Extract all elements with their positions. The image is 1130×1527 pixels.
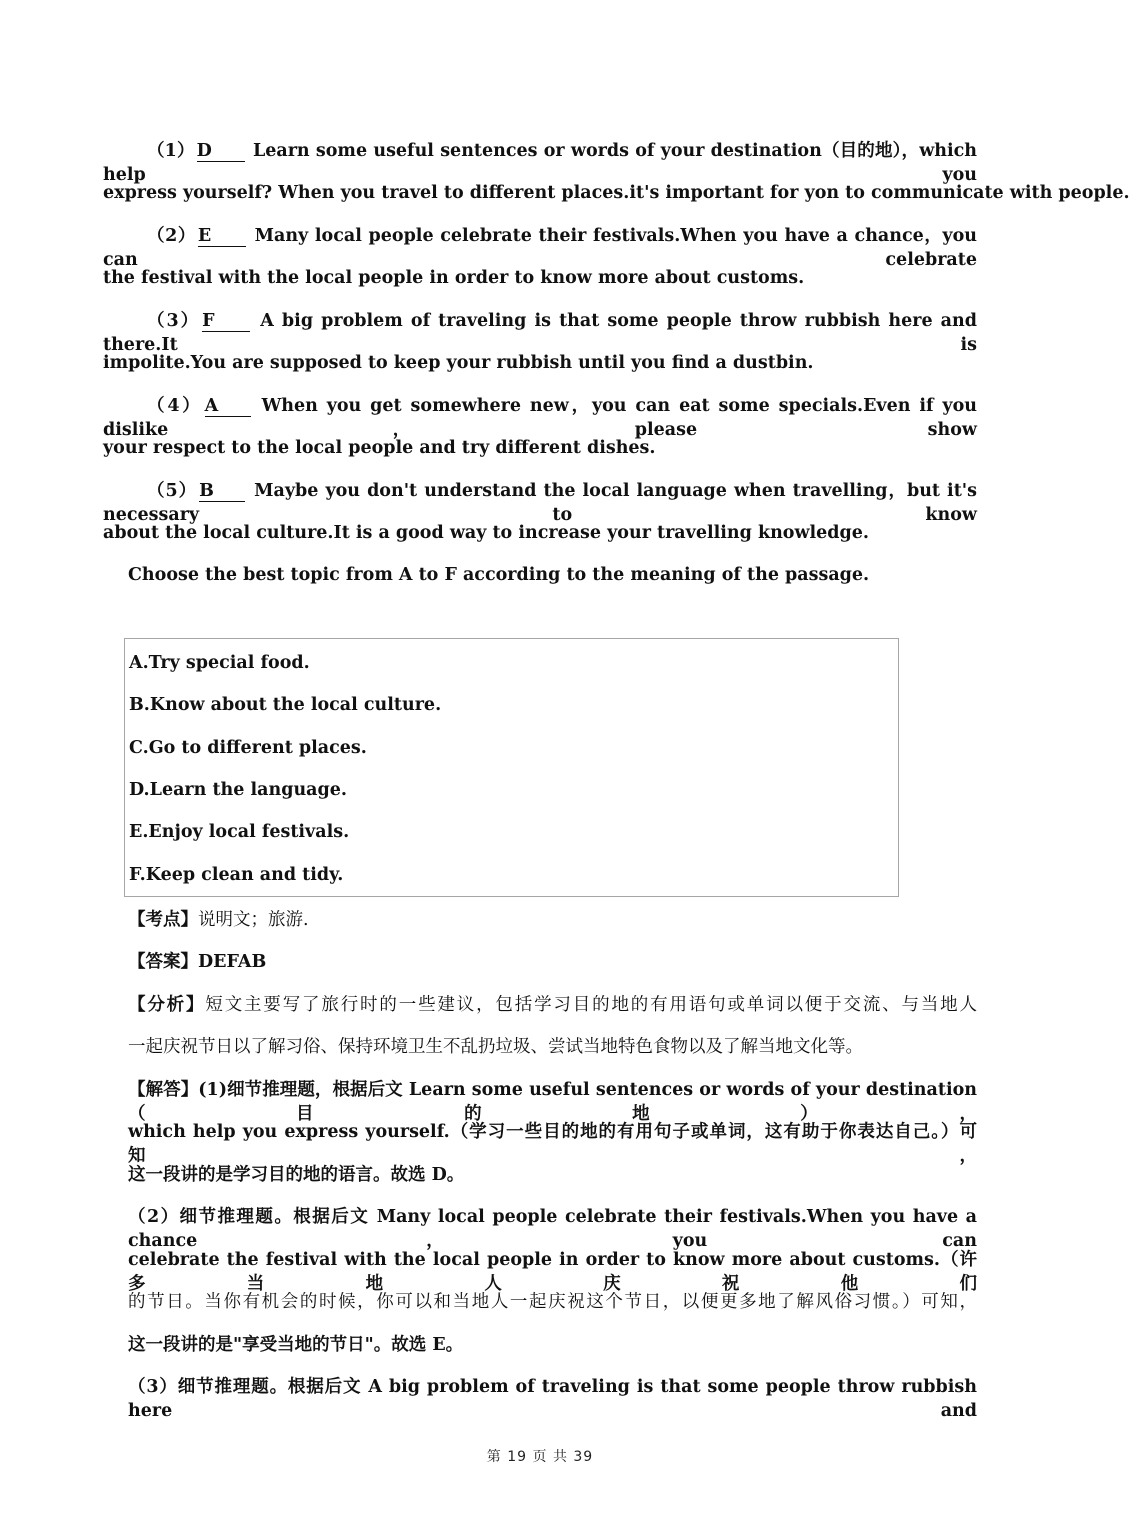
question-2-line-1 [103,224,977,270]
question-1-number: （1） [147,141,195,161]
answer-text: DEFAB [198,952,267,972]
question-4-line-1 [103,394,977,440]
fenxi-label: 【分析】 [128,995,206,1015]
options-box [124,638,899,897]
fenxi-text-1: 短文主要写了旅行时的一些建议，包括学习目的地的有用语句或单词以便于交流、与当地人 [205,995,978,1015]
question-5-line-1 [103,479,977,525]
question-5-text: Maybe you don't understand the local language when travelling，but it's necessary to know [103,481,977,525]
option-f: F.Keep clean and tidy. [129,865,344,885]
question-4-answer: A [205,396,251,417]
jieda-p1-line-2: which help you express yourself.（学习一些目的地的有用句子或单词，这有助于你表达自己。）可知， [128,1122,977,1166]
jieda-line-1 [128,1078,978,1124]
jieda-p3-line-1: （3）细节推理题。根据后文 A big problem of traveling is that some people throw rubbish here and [128,1377,977,1421]
instruction: Choose the best topic from A to F according to the meaning of the passage. [128,565,870,585]
question-2-answer: E [198,226,246,247]
question-2-line-2: the festival with the local people in order to know more about customs. [103,268,805,288]
jieda-p1-line-3: 这一段讲的是学习目的地的语言。故选 D。 [128,1165,465,1185]
option-e: E.Enjoy local festivals. [129,822,350,842]
page-footer: 第 19 页 共 39 [486,1449,594,1465]
question-4-text: When you get somewhere new，you can eat some specials.Even if you dislike，please show [103,396,977,440]
question-4-line-2: your respect to the local people and try different dishes. [103,438,656,458]
question-2-text: Many local people celebrate their festivals.When you have a chance，you can celebrate [103,226,977,270]
question-5-number: （5） [147,481,198,501]
fenxi-line-2: 一起庆祝节日以了解习俗、保持环境卫生不乱扔垃圾、尝试当地特色食物以及了解当地文化等。 [128,1037,863,1057]
option-b: B.Know about the local culture. [129,695,442,715]
jieda-label: 【解答】 [128,1080,199,1100]
kaodian-line [128,908,977,932]
question-3-answer: F [202,311,250,332]
jieda-p2-line-3: 的节日。当你有机会的时候，你可以和当地人一起庆祝这个节日，以便更多地了解风俗习惯。）可知， [128,1292,977,1312]
question-1-line-1 [103,139,978,185]
jieda-p2-line-2: celebrate the festival with the local people in order to know more about customs.（许多当地人庆祝他们 [128,1250,977,1294]
jieda-p2-line-1: （2）细节推理题。根据后文 Many local people celebrate their festivals.When you have a chance，you can [128,1207,977,1251]
question-3-text: A big problem of traveling is that some people throw rubbish here and there.It is [103,311,977,355]
question-1-answer: D [197,141,245,162]
question-3-number: （3） [147,311,201,331]
question-1-line-2: express yourself? When you travel to different places.it's important for yon to communicate with people. [103,183,1130,203]
answer-line [128,950,977,974]
fenxi-line-1 [128,993,977,1017]
kaodian-text: 说明文；旅游. [198,910,309,930]
jieda-p1-line-1: (1)细节推理题，根据后文 Learn some useful sentences or words of your destination（目的地）， [128,1080,978,1124]
option-c: C.Go to different places. [129,738,367,758]
question-5-line-2: about the local culture.It is a good way to increase your travelling knowledge. [103,523,870,543]
question-4-number: （4） [147,396,203,416]
question-2-number: （2） [147,226,196,246]
jieda-p2-line-4: 这一段讲的是"享受当地的节日"。故选 E。 [128,1335,464,1355]
option-a: A.Try special food. [129,653,310,673]
question-5-answer: B [199,481,245,502]
question-3-line-1 [103,309,977,355]
answer-label: 【答案】 [128,952,198,972]
option-d: D.Learn the language. [129,780,347,800]
kaodian-label: 【考点】 [128,910,198,930]
question-1-text: Learn some useful sentences or words of your destination（目的地），which help you [103,141,978,185]
question-3-line-2: impolite.You are supposed to keep your rubbish until you find a dustbin. [103,353,814,373]
